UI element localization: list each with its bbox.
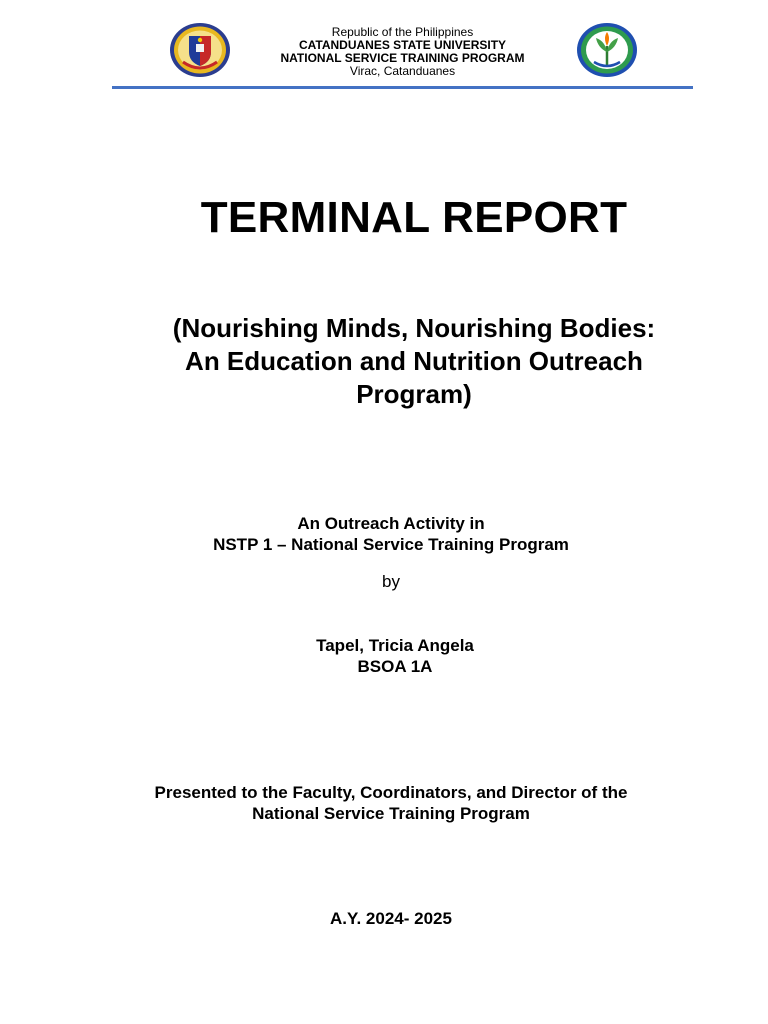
report-subtitle bbox=[30, 312, 768, 411]
activity-line: NSTP 1 – National Service Training Program bbox=[213, 535, 569, 554]
author-name: Tapel, Tricia Angela bbox=[316, 636, 474, 655]
subtitle-line: Program) bbox=[356, 379, 472, 409]
location-line: Virac, Catanduanes bbox=[349, 64, 456, 78]
activity-line: An Outreach Activity in bbox=[297, 514, 485, 533]
subtitle-line: (Nourishing Minds, Nourishing Bodies: bbox=[172, 313, 656, 343]
author-block bbox=[11, 635, 768, 677]
letterhead bbox=[112, 18, 693, 86]
nstp-seal-icon bbox=[576, 22, 638, 78]
header-divider bbox=[112, 86, 693, 89]
by-label: by bbox=[382, 572, 400, 591]
author-section: BSOA 1A bbox=[357, 657, 433, 676]
report-title: TERMINAL REPORT bbox=[200, 193, 628, 242]
academic-year: A.Y. 2024- 2025 bbox=[330, 909, 452, 928]
program-name: NATIONAL SERVICE TRAINING PROGRAM bbox=[280, 51, 525, 65]
presented-line: Presented to the Faculty, Coordinators, and Director of the bbox=[154, 783, 628, 802]
presented-line: National Service Training Program bbox=[252, 804, 530, 823]
presented-to bbox=[7, 782, 768, 824]
subtitle-line: An Education and Nutrition Outreach bbox=[185, 346, 643, 376]
university-name: CATANDUANES STATE UNIVERSITY bbox=[298, 38, 507, 52]
activity-description bbox=[7, 513, 768, 555]
republic-line: Republic of the Philippines bbox=[331, 25, 474, 39]
